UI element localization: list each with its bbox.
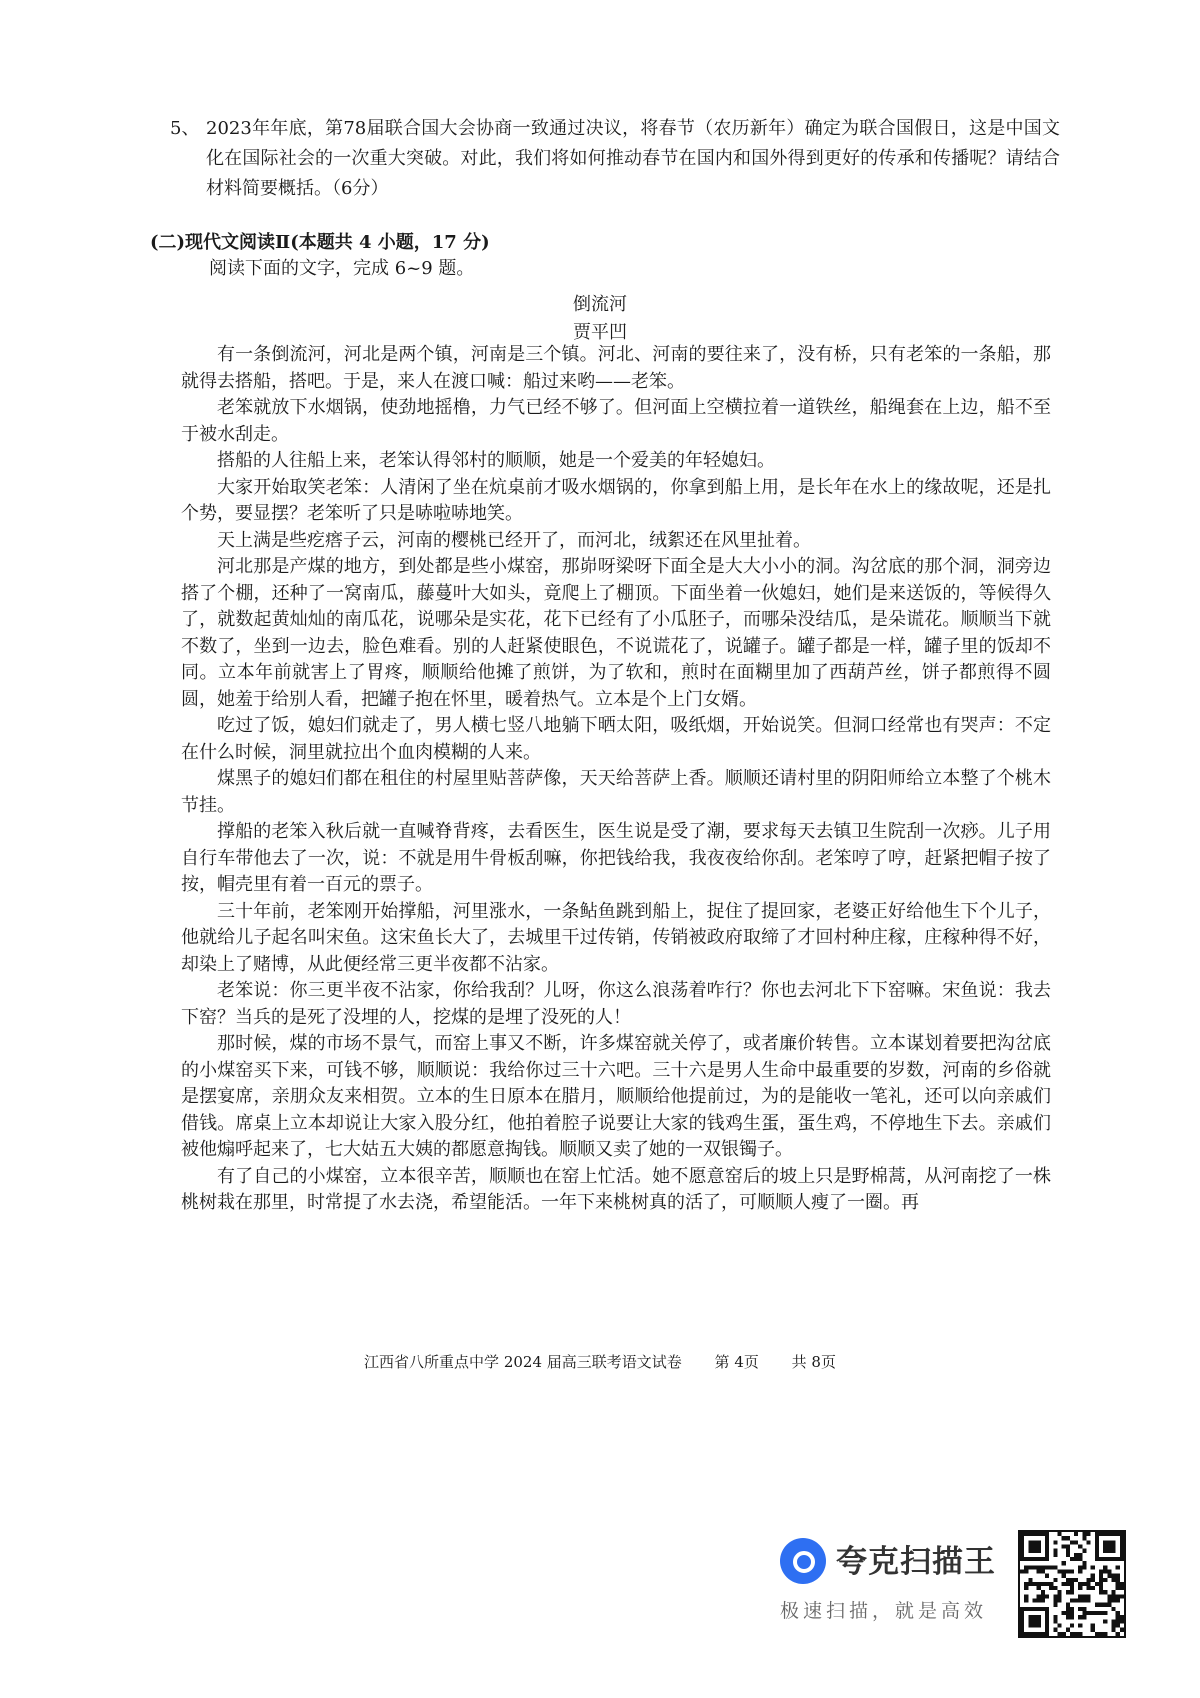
scanner-watermark: [780, 1536, 1010, 1646]
story-paragraph: 大家开始取笑老笨：人清闲了坐在炕桌前才吸水烟锅的，你拿到船上用，是长年在水上的缘故呢，还是扎个势，要显摆？老笨听了只是哧啦哧地笑。: [181, 476, 1051, 524]
section-heading: (二)现代文阅读Ⅱ(本题共 4 小题，17 分): [150, 232, 490, 253]
story-paragraph: 煤黑子的媳妇们都在租住的村屋里贴菩萨像，天天给菩萨上香。顺顺还请村里的阴阳师给立本整了个桃木节挂。: [181, 768, 1051, 816]
story-paragraph: 有了自己的小煤窑，立本很辛苦，顺顺也在窑上忙活。她不愿意窑后的坡上只是野棉蒿，从河南挖了一株桃树栽在那里，时常提了水去浇，希望能活。一年下来桃树真的活了，可顺顺人瘦了一圈。再: [181, 1165, 1051, 1213]
story-paragraph: 搭船的人往船上来，老笨认得邻村的顺顺，她是一个爱美的年轻媳妇。: [217, 450, 775, 471]
story-paragraph: 三十年前，老笨刚开始撑船，河里涨水，一条鲇鱼跳到船上，捉住了提回家，老婆正好给他生下个儿子，他就给儿子起名叫宋鱼。这宋鱼长大了，去城里干过传销，传销被政府取缔了才回村种庄稼，庄稼种得不好，却染上了赌博，从此便经常三更半夜都不沾家。: [181, 900, 1051, 975]
story-author: 贾平凹: [573, 322, 627, 343]
story-paragraph: 河北那是产煤的地方，到处都是些小煤窑，那峁呀梁呀下面全是大大小小的洞。沟岔底的那个洞，洞旁边搭了个棚，还种了一窝南瓜，藤蔓叶大如头，竟爬上了棚顶。下面坐着一伙媳妇，她们是来送饭的，等候得久了，就数起黄灿灿的南瓜花，说哪朵是实花，花下已经有了小瓜胚子，而哪朵没结瓜，是朵谎花。顺顺当下就不数了，坐到一边去，脸色难看。别的人赶紧使眼色，不说谎花了，说罐子。罐子都是一样，罐子里的饭却不同。立本年前就害上了胃疼，顺顺给他摊了煎饼，为了软和，煎时在面糊里加了西葫芦丝，饼子都煎得不圆圆，她羞于给别人看，把罐子抱在怀里，暖着热气。立本是个上门女婿。: [181, 556, 1051, 710]
exam-name: 江西省八所重点中学 2024 届高三联考语文试卷: [364, 1353, 682, 1371]
story-title: 倒流河: [573, 294, 627, 315]
story-paragraph: 天上满是些疙瘩子云，河南的樱桃已经开了，而河北，绒絮还在风里扯着。: [217, 529, 811, 551]
page-footer: [0, 1351, 1200, 1372]
brand-slogan: 极速扫描，就是高效: [780, 1600, 988, 1622]
page-total: 共 8页: [791, 1353, 836, 1371]
question-5: [170, 114, 1060, 204]
page-number: 第 4页: [714, 1353, 759, 1371]
brand-name: 夸克扫描王: [836, 1544, 996, 1580]
story-paragraph: 老笨说：你三更半夜不沾家，你给我刮？儿呀，你这么浪荡着咋行？你也去河北下下窑嘛。宋鱼说：我去下窑？当兵的是死了没埋的人，挖煤的是埋了没死的人！: [181, 980, 1051, 1028]
story-paragraph: 有一条倒流河，河北是两个镇，河南是三个镇。河北、河南的要往来了，没有桥，只有老笨的一条船，那就得去搭船，搭吧。于是，来人在渡口喊：船过来哟——老笨。: [181, 344, 1051, 392]
story-paragraph: 老笨就放下水烟锅，使劲地摇橹，力气已经不够了。但河面上空横拉着一道铁丝，船绳套在上边，船不至于被水刮走。: [181, 397, 1051, 445]
quark-logo-icon: [780, 1538, 826, 1584]
story-body: [181, 342, 1051, 1217]
qr-code-icon: [1018, 1530, 1126, 1638]
question-text: 2023年年底，第78届联合国大会协商一致通过决议，将春节（农历新年）确定为联合国假日，这是中国文化在国际社会的一次重大突破。对此，我们将如何推动春节在国内和国外得到更好的传承和传播呢？请结合材料简要概括。（6分）: [206, 118, 1060, 199]
section-instruction: 阅读下面的文字，完成 6~9 题。: [209, 258, 475, 279]
story-paragraph: 那时候，煤的市场不景气，而窑上事又不断，许多煤窑就关停了，或者廉价转售。立本谋划着要把沟岔底的小煤窑买下来，可钱不够，顺顺说：我给你过三十六吧。三十六是男人生命中最重要的岁数，河南的乡俗就是摆宴席，亲朋众友来相贺。立本的生日原本在腊月，顺顺给他提前过，为的是能收一笔礼，还可以向亲戚们借钱。席桌上立本却说让大家入股分红，他拍着腔子说要让大家的钱鸡生蛋，蛋生鸡，不停地生下去。亲戚们被他煽呼起来了，七大姑五大姨的都愿意掏钱。顺顺又卖了她的一双银镯子。: [181, 1033, 1051, 1160]
story-paragraph: 撑船的老笨入秋后就一直喊脊背疼，去看医生，医生说是受了潮，要求每天去镇卫生院刮一次痧。儿子用自行车带他去了一次，说：不就是用牛骨板刮嘛，你把钱给我，我夜夜给你刮。老笨哼了哼，赶紧把帽子按了按，帽壳里有着一百元的票子。: [181, 821, 1051, 895]
question-number: 5、: [170, 118, 200, 139]
story-paragraph: 吃过了饭，媳妇们就走了，男人横七竖八地躺下晒太阳，吸纸烟，开始说笑。但洞口经常也有哭声：不定在什么时候，洞里就拉出个血肉模糊的人来。: [181, 715, 1051, 763]
